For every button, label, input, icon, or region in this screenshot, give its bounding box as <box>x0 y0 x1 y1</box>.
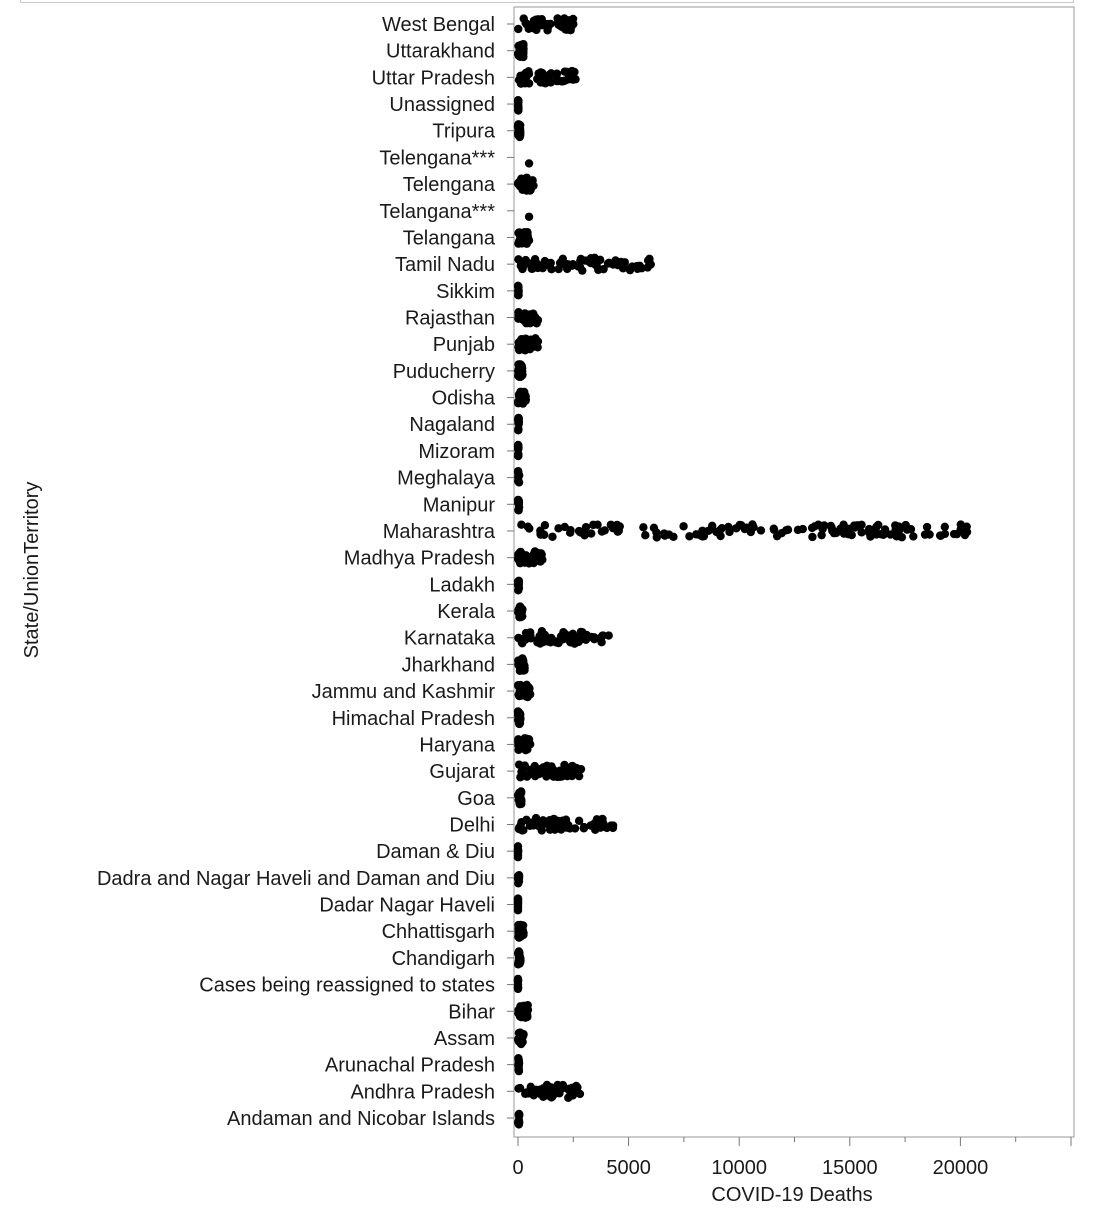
y-tick-label: Uttar Pradesh <box>371 67 495 90</box>
data-point <box>519 929 527 937</box>
data-point <box>516 955 524 963</box>
y-axis <box>97 14 514 1130</box>
data-point <box>559 255 567 263</box>
data-point <box>580 824 588 832</box>
y-tick-label: Telangana*** <box>379 200 495 223</box>
data-point <box>515 1118 523 1126</box>
data-point <box>669 533 677 541</box>
y-tick-label: Gujarat <box>429 761 495 784</box>
data-point <box>757 526 765 534</box>
data-point <box>524 1006 532 1014</box>
data-point <box>716 532 724 540</box>
data-point <box>609 821 617 829</box>
data-point <box>923 523 931 531</box>
data-point <box>516 1012 524 1020</box>
y-tick-label: Uttarakhand <box>386 40 495 63</box>
data-point <box>515 584 523 592</box>
data-point <box>535 261 543 269</box>
data-point <box>525 159 533 167</box>
data-point <box>517 818 525 826</box>
data-point <box>633 262 641 270</box>
y-tick-label: Andaman and Nicobar Islands <box>227 1108 495 1130</box>
y-tick-label: Unassigned <box>389 94 495 117</box>
data-point <box>820 521 828 529</box>
data-point <box>604 631 612 639</box>
data-point <box>518 605 526 613</box>
data-point <box>522 629 530 637</box>
y-tick-label: Dadra and Nagar Haveli and Daman and Diu <box>96 867 495 890</box>
data-point <box>881 525 889 533</box>
data-point <box>569 20 577 28</box>
data-point <box>514 634 522 642</box>
data-point <box>516 122 524 130</box>
data-point <box>543 637 551 645</box>
data-point <box>857 528 865 536</box>
data-point <box>679 522 687 530</box>
data-point <box>519 75 527 83</box>
y-tick-label: Nagaland <box>409 414 495 437</box>
data-point <box>525 213 533 221</box>
data-point <box>941 530 949 538</box>
x-tick-label: 5000 <box>606 1157 651 1179</box>
data-point <box>560 630 568 638</box>
y-tick-label: Chhattisgarh <box>381 921 495 944</box>
y-tick-label: Telengana*** <box>379 147 495 170</box>
data-point <box>542 77 550 85</box>
data-point <box>617 258 625 266</box>
y-tick-label: Karnataka <box>403 627 495 650</box>
data-point <box>514 845 522 853</box>
y-tick-label: West Bengal <box>381 14 495 36</box>
x-axis <box>512 1137 1071 1179</box>
data-point <box>514 681 522 689</box>
data-point <box>525 236 533 244</box>
data-point <box>639 523 647 531</box>
data-point <box>832 529 840 537</box>
data-point <box>660 529 668 537</box>
data-point <box>576 1090 584 1098</box>
data-point <box>601 526 609 534</box>
data-point <box>708 522 716 530</box>
data-point <box>514 287 522 295</box>
data-point <box>566 526 574 534</box>
data-point <box>575 527 583 535</box>
y-tick-label: Manipur <box>422 494 495 517</box>
data-point <box>597 635 605 643</box>
data-point <box>514 239 522 247</box>
data-point <box>543 1081 551 1089</box>
data-point <box>514 735 522 743</box>
data-point <box>530 767 538 775</box>
data-point <box>523 229 531 237</box>
data-point <box>909 532 917 540</box>
data-point <box>517 262 525 270</box>
data-point <box>539 817 547 825</box>
data-point <box>563 772 571 780</box>
data-point <box>515 1059 523 1067</box>
data-point <box>549 766 557 774</box>
y-tick-label: Dadar Nagar Haveli <box>319 894 495 917</box>
data-point <box>522 396 530 404</box>
data-point <box>515 947 523 955</box>
data-point <box>517 521 525 529</box>
data-point <box>892 532 900 540</box>
y-tick-label: Chandigarh <box>391 947 495 970</box>
data-point <box>515 503 523 511</box>
data-point <box>525 524 533 532</box>
data-point <box>941 523 949 531</box>
data-point <box>543 26 551 34</box>
data-point <box>808 524 816 532</box>
data-point <box>568 261 576 269</box>
data-point <box>534 316 542 324</box>
data-point <box>565 1086 573 1094</box>
data-point <box>784 526 792 534</box>
data-point <box>903 525 911 533</box>
y-tick-label: Himachal Pradesh <box>331 707 495 730</box>
data-point <box>553 773 561 781</box>
y-tick-label: Mizoram <box>418 440 495 463</box>
data-point <box>548 533 556 541</box>
y-tick-label: Bihar <box>448 1001 495 1024</box>
data-point <box>808 533 816 541</box>
y-tick-label: Tripura <box>432 120 495 143</box>
y-tick-label: Tamil Nadu <box>394 254 495 277</box>
data-point <box>536 1090 544 1098</box>
data-point <box>587 529 595 537</box>
data-point <box>517 825 525 833</box>
data-point <box>552 72 560 80</box>
x-tick-label: 0 <box>512 1157 524 1179</box>
y-tick-label: Telengana <box>402 174 495 197</box>
x-axis-title: COVID-19 Deaths <box>711 1184 873 1206</box>
data-point <box>799 525 807 533</box>
y-tick-label: Punjab <box>432 334 495 357</box>
data-point <box>515 228 523 236</box>
y-tick-label: Daman & Diu <box>376 841 495 864</box>
data-point <box>514 906 522 914</box>
data-point <box>515 180 523 188</box>
data-point <box>536 527 544 535</box>
x-tick-label: 20000 <box>932 1157 989 1179</box>
data-point <box>514 426 522 434</box>
data-point <box>516 129 524 137</box>
data-point <box>568 762 576 770</box>
data-point <box>571 75 579 83</box>
y-tick-label: Assam <box>433 1027 495 1050</box>
data-point <box>525 316 533 324</box>
y-tick-label: Jharkhand <box>401 654 495 677</box>
data-point <box>577 765 585 773</box>
y-tick-label: Telangana <box>402 227 495 250</box>
y-tick-label: Andhra Pradesh <box>350 1081 495 1104</box>
data-point <box>514 443 522 451</box>
data-point <box>570 68 578 76</box>
data-point <box>698 532 706 540</box>
data-point <box>517 691 525 699</box>
data-point <box>742 524 750 532</box>
data-point <box>538 627 546 635</box>
data-point <box>626 265 634 273</box>
data-point <box>561 67 569 75</box>
data-point <box>529 181 537 189</box>
y-tick-label: Sikkim <box>436 280 495 303</box>
data-point <box>554 524 562 532</box>
data-point <box>515 1037 523 1045</box>
y-axis-title: State/UnionTerritory <box>21 481 43 659</box>
y-tick-label: Madhya Pradesh <box>343 547 495 570</box>
data-point <box>578 628 586 636</box>
data-point <box>647 260 655 268</box>
y-tick-label: Jammu and Kashmir <box>311 681 495 704</box>
data-point <box>857 521 865 529</box>
data-point <box>957 520 965 528</box>
data-point <box>865 525 873 533</box>
y-tick-label: Cases being reassigned to states <box>199 974 495 997</box>
data-point <box>724 523 732 531</box>
data-point <box>526 690 534 698</box>
data-point <box>514 452 522 460</box>
y-tick-label: Haryana <box>419 734 495 757</box>
data-point <box>519 45 527 53</box>
data-point <box>518 370 526 378</box>
data-point <box>516 715 524 723</box>
data-point <box>652 528 660 536</box>
data-point <box>641 531 649 539</box>
data-point <box>514 1084 522 1092</box>
x-tick-label: 10000 <box>711 1157 768 1179</box>
data-point <box>817 531 825 539</box>
y-tick-label: Rajasthan <box>404 307 495 330</box>
data-point <box>845 525 853 533</box>
x-tick-label: 15000 <box>821 1157 878 1179</box>
data-point <box>514 897 522 905</box>
data-point <box>921 530 929 538</box>
data-point <box>559 20 567 28</box>
data-point <box>514 97 522 105</box>
data-point <box>589 521 597 529</box>
data-point <box>575 817 583 825</box>
data-point <box>963 528 971 536</box>
data-point <box>593 262 601 270</box>
data-point <box>528 22 536 30</box>
data-point <box>514 25 522 33</box>
data-point <box>514 977 522 985</box>
data-point <box>609 524 617 532</box>
data-point <box>515 1111 523 1119</box>
data-point <box>517 797 525 805</box>
data-point <box>770 525 778 533</box>
data-point <box>571 824 579 832</box>
data-point <box>520 664 528 672</box>
data-point <box>516 789 524 797</box>
y-tick-label: Maharashtra <box>382 520 495 543</box>
data-point <box>537 68 545 76</box>
data-point <box>596 823 604 831</box>
data-point <box>538 555 546 563</box>
data-point <box>515 873 523 881</box>
y-tick-label: Kerala <box>437 601 495 624</box>
data-point <box>514 656 522 664</box>
data-point <box>519 1030 527 1038</box>
data-point <box>543 261 551 269</box>
y-tick-label: Goa <box>457 787 495 810</box>
data-point <box>517 768 525 776</box>
data-point <box>521 334 529 342</box>
data-point <box>515 471 523 479</box>
data-point <box>526 740 534 748</box>
y-tick-label: Delhi <box>449 814 495 837</box>
data-point <box>560 761 568 769</box>
data-point <box>534 337 542 345</box>
y-tick-label: Ladakh <box>429 574 495 597</box>
data-point <box>516 389 524 397</box>
plot-frame <box>514 7 1074 1137</box>
y-tick-label: Arunachal Pradesh <box>324 1054 495 1077</box>
data-point <box>551 1089 559 1097</box>
y-tick-label: Puducherry <box>392 360 495 383</box>
data-point <box>566 638 574 646</box>
y-tick-label: Odisha <box>431 387 495 410</box>
y-tick-label: Meghalaya <box>397 467 495 490</box>
data-point <box>515 417 523 425</box>
data-point <box>551 823 559 831</box>
